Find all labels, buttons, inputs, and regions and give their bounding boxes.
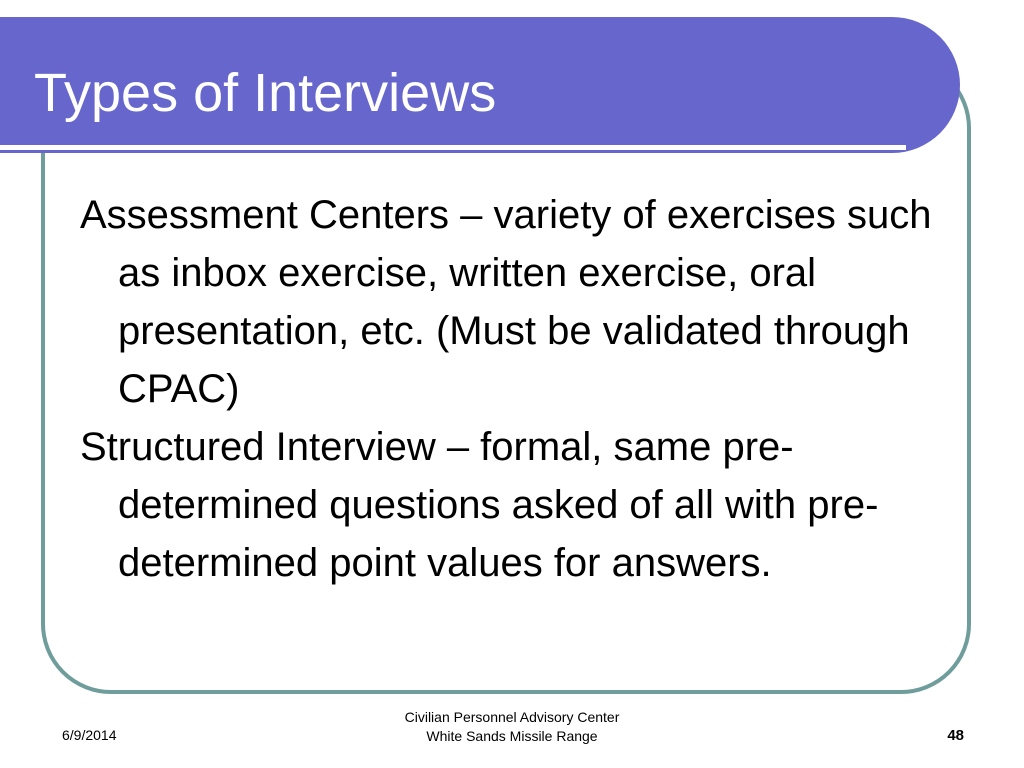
bullet-list <box>80 186 948 592</box>
title-bar <box>0 17 960 153</box>
footer-org-line2: White Sands Missile Range <box>426 728 598 744</box>
slide-title: Types of Interviews <box>34 63 497 123</box>
footer-date: 6/9/2014 <box>62 727 117 743</box>
bullet-assessment-centers: Assessment Centers – variety of exercises such as inbox exercise, written exercise, oral presentation, etc. (Must be validated through CPAC) <box>80 193 932 411</box>
page-number: 48 <box>947 727 964 744</box>
footer-organization <box>330 708 694 746</box>
bullet-structured-interview: Structured Interview – formal, same pre-determined questions asked of all with pre-determined point values for answers. <box>80 425 879 585</box>
title-underline <box>0 145 906 150</box>
footer-org-line1: Civilian Personnel Advisory Center <box>404 709 620 725</box>
